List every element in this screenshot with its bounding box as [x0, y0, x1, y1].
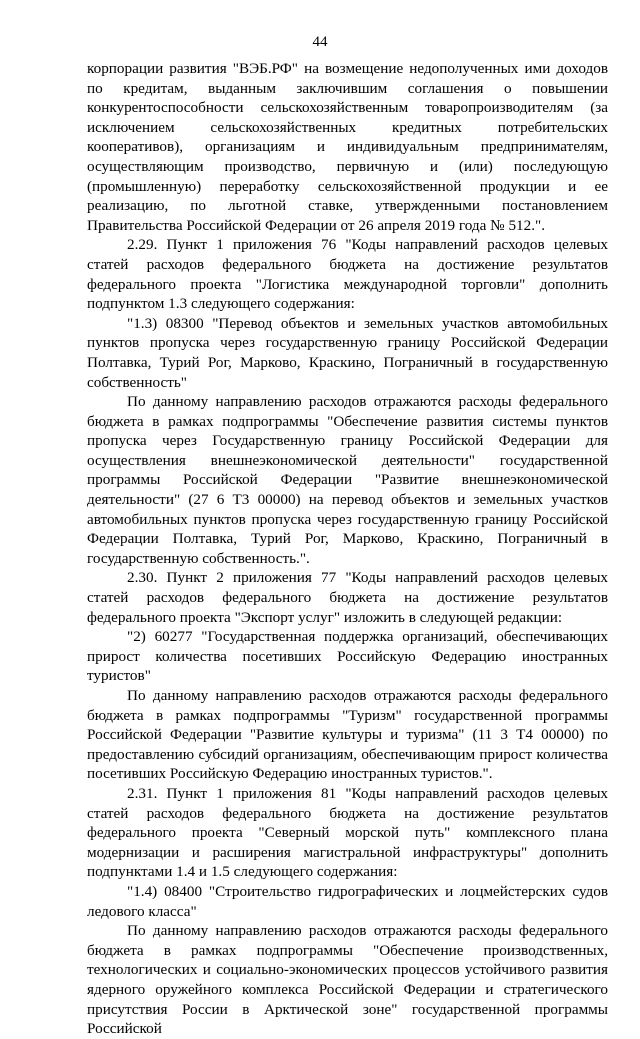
paragraph-subpoint-2: "2) 60277 "Государственная поддержка организаций, обеспечивающих прирост количества посетивших Российскую Федерацию иностранных туристов": [87, 628, 608, 685]
paragraph-2-30: 2.30. Пункт 2 приложения 77 "Коды направлений расходов целевых статей расходов федерального бюджета на достижение результатов федерального проекта "Экспорт услуг" изложить в следующей редакции:: [87, 569, 608, 626]
paragraph-2-31: 2.31. Пункт 1 приложения 81 "Коды направлений расходов целевых статей расходов федерального бюджета на достижение результатов федерального проекта "Северный морской путь" комплексного плана модернизации и расширения магистральной инфраструктуры" дополнить подпунктами 1.4 и 1.5 следующего содержания:: [87, 784, 608, 881]
paragraph-expense-description-60277: По данному направлению расходов отражаются расходы федерального бюджета в рамках подпрограммы "Туризм" государственной программы Российской Федерации "Развитие культуры и туризма" (11 3 Т4 00000) по предоставлению субсидий организациям, обеспечивающим прирост количества посетивших Российскую Федерацию иностранных туристов.".: [87, 687, 608, 783]
paragraph-subpoint-1-3: "1.3) 08300 "Перевод объектов и земельных участков автомобильных пунктов пропуска через государственную границу Российской Федерации Полтавка, Турий Рог, Марково, Краскино, Пограничный в государственную собственность": [87, 314, 608, 391]
document-body: [87, 59, 608, 1039]
paragraph-expense-description-08300: По данному направлению расходов отражаются расходы федерального бюджета в рамках подпрограммы "Обеспечение развития системы пунктов пропуска через Государственную границу Российской Федерации для осуществления внешнеэкономической деятельности" государственной программы Российской Федерации "Развитие внешнеэкономической деятельности" (27 6 Т3 00000) на перевод объектов и земельных участков автомобильных пунктов пропуска через государственную границу Российской Федерации Полтавка, Турий Рог, Марково, Краскино, Пограничный в государственную собственность.".: [87, 393, 608, 567]
page-number: 44: [312, 34, 328, 50]
paragraph-continuation: корпорации развития "ВЭБ.РФ" на возмещение недополученных ими доходов по кредитам, выданным заключившим соглашения о повышении конкурентоспособности сельскохозяйственным товаропроизводителям (за исключением сельскохозяйственных кредитных потребительских кооперативов), организациям и индивидуальным предпринимателям, осуществляющим производство, первичную и (или) последующую (промышленную) переработку сельскохозяйственной продукции и ее реализацию, по льготной ставке, утвержденными постановлением Правительства Российской Федерации от 26 апреля 2019 года № 512.".: [87, 60, 608, 234]
paragraph-2-29: 2.29. Пункт 1 приложения 76 "Коды направлений расходов целевых статей расходов федерального бюджета на достижение результатов федерального проекта "Логистика международной торговли" дополнить подпунктом 1.3 следующего содержания:: [87, 236, 608, 313]
paragraph-subpoint-1-4: "1.4) 08400 "Строительство гидрографических и лоцмейстерских судов ледового класса": [87, 882, 608, 920]
paragraph-expense-description-08400: По данному направлению расходов отражаются расходы федерального бюджета в рамках подпрограммы "Обеспечение производственных, технологических и социально-экономических процессов устойчивого развития ядерного оружейного комплекса Российской Федерации и стратегического присутствия России в Арктической зоне" государственной программы Российской: [87, 922, 608, 1038]
